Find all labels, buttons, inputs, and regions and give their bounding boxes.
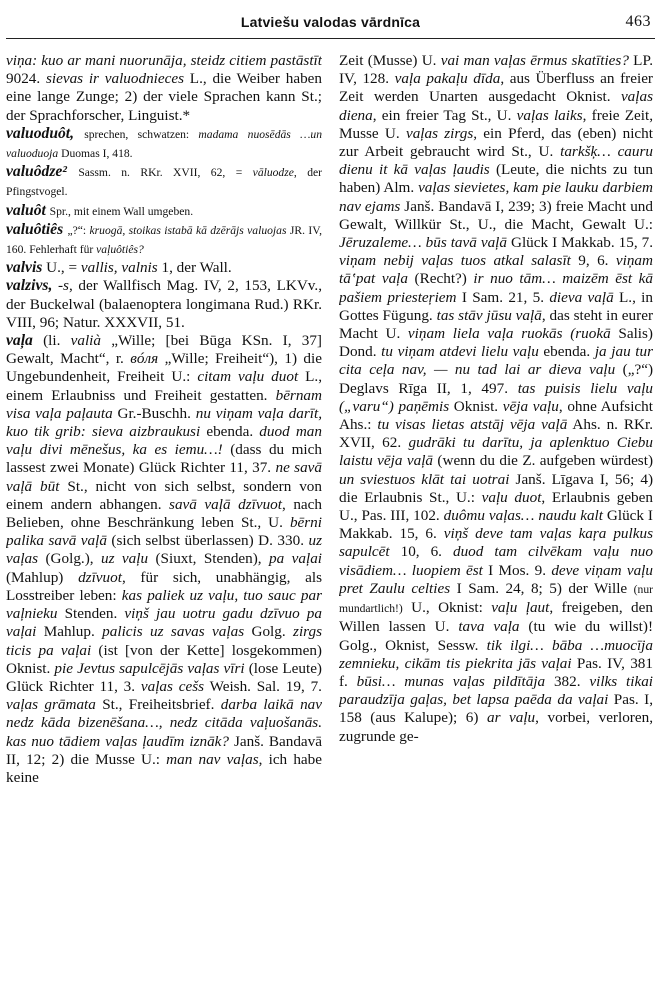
dictionary-entry: valuôtiês „?“: kruogā, stoikas istabā kā dzērājs valuojas JR. IV, 160. Fehlerhaft für vaļuôtiês? [6,220,322,257]
dictionary-entry: valzivs, -s, der Wallfisch Mag. IV, 2, 153, LKVv., der Buckelwal (balaenoptera longimana Rud.) RKr. VIII, 96; Natur. XXXVII, 51. [6,277,322,331]
header-rule [6,38,655,39]
page-number: 463 [625,13,651,30]
dictionary-entry: valuôt Spr., mit einem Wall umgeben. [6,201,194,219]
page-header [6,14,655,36]
dictionary-entry: viņa: kuo ar mani nuorunāja, steidz citiem pastāstīt 9024. sievas ir valuodnieces L., die Weiber haben eine lange Zunge; 2) der viele Sprachen kann St.; der Sprachforscher, Linguist.* [6,52,322,124]
dictionary-entry: vaļa (li. valià „Wille; [bei Būga KSn. I, 37] Gewalt, Macht“, r. вóля „Wille; Freiheit“), 1) die Ungebundenheit, Freiheit U.: citam vaļu duot L., einem Erlaubniss und Freiheit gestatten. bērnam visa vaļa paļauta Gr.-Buschh. nu viņam vaļa darīt, kuo tik grib: sieva aizbraukusi ebenda. duod man vaļu divi mēnešus, ka es iemu…! (dass du mich lassest zwei Monate) Glück Richter 11, 37. ne savā vaļā būt St., nicht von sich selbst, sondern von einem andern abhangen. savā vaļā dzīvuot, nach Belieben, ohne Beschränkung leben St., U. bērni palika savā vaļā (sich selbst überlassen) D. 330. uz vaļas (Golg.), uz vaļu (Siuxt, Stenden), pa vaļai (Mahlup) dzīvuot, für sich, unabhängig, als Losstreiber leben: kas paliek uz vaļu, tuo sauc par vaļnieku Stenden. viņš jau uotru gadu dzīvuo pa vaļai Mahlup. palicis uz savas vaļas Golg. zirgs ticis pa vaļai (ist [von der Kette] losgekommen) Oknist. pie Jevtus sapulcējās vaļas vīri (lose Leute) Glück Richter 11, 3. vaļas cešs Weish. Sal. 19, 7. vaļas grāmata St., Freiheitsbrief. darba laikā nav nedz kāda bizenēšana…, nedz citāda vaļuošanās. kas nuo tādiem vaļas ļaudīm iznāk? Janš. Bandavā II, 12; 2) die Musse U.: man nav vaļas, ich habe keine [6,332,322,786]
dictionary-entry: valvis U., = vallis, valnis 1, der Wall. [6,259,232,277]
dictionary-entry: valuôdze² Sassm. n. RKr. XVII, 62, = vāluodze, der Pfingstvogel. [6,163,322,199]
running-title: Latviešu valodas vārdnīca [240,14,421,30]
dictionary-entry: Zeit (Musse) U. vai man vaļas ērmus skatīties? LP. IV, 128. vaļa pakaļu dīda, aus Überfluss an freier Zeit werden Unarten ausgedacht Oknist. vaļas diena, ein freier Tag St., U. vaļas laiks, freie Zeit, Musse U. vaļas zirgs, ein Pferd, das (eben) nicht zur Arbeit gebraucht wird St., U. tarkšķ… cauru dienu it kā vaļas ļaudis (Leute, die nichts zu tun haben) Alm. vaļas sievietes, kam pie lauku darbiem nav ejams Janš. Bandavā I, 239; 3) freie Macht und Gewalt, Willkür St., U., die Macht, Gewalt U.: Jēruzaleme… būs tavā vaļā Glück I Makkab. 15, 7. viņam nebij vaļas tuos atkal salasīt 9, 6. viņam tā‛pat vaļa (Recht?) ir nuo tām… maizēm ēst kā pašiem priesteŗiem I Sam. 21, 5. dieva vaļā L., in Gottes Fügung. tas stāv jūsu vaļā, das steht in eurer Macht U. viņam liela vaļa ruokās (ruokā Salis) Dond. tu viņam atdevi lielu vaļu ebenda. ja jau tur cita ceļa nav, — nu tad lai ar dieva vaļu („?“) Deglavs Rīga II, 1, 497. tas puisis lielu vaļu („varu“) paņēmis Oknist. vēja vaļu, ohne Aufsicht Ahs.: tu visas lietas atstāj vēja vaļā Ahs. n. RKr. XVII, 62. gudrāki tu darītu, ja aplenktuo Ciebu laistu vēja vaļā (wenn du die Z. aufgeben würdest) un sviestuos klāt tai uotrai Janš. Līgava I, 56; 4) die Erlaubnis St., U.: vaļu duot, Erlaubnis geben U., Pas. III, 102. duômu vaļas… naudu kalt Glück I Makkab. 15, 6. viņš deve tam vaļas kaŗa pulkus sapulcēt 10, 6. duod tam cilvēkam vaļu nuo visādiem… luopiem ēst I Mos. 9. deve viņam vaļu pret Zaulu celties I Sam. 24, 8; 5) der Wille (nur mundartlich!) U., Oknist: vaļu ļaut, freigeben, den Willen lassen U. tava vaļa (tu wie du willst)! Golg., Oknist, Sessw. tik ilgi… bāba …muocīja zemnieku, cikām tis piekrita jās vaļai Pas. IV, 381 f. būsi… munas vaļas pildītāja 382. vilks tikai paraudzīja gaļas, bet lapsa paēda da vaļai Pas. I, 158 (aus Kalupe); 6) ar vaļu, vorbei, verloren, zugrunde ge- [339,52,653,745]
right-column [339,52,653,996]
left-column [6,52,322,996]
dictionary-entry: valuoduôt, sprechen, schwatzen: madama nuosēdās …un valuoduoja Duomas I, 418. [6,124,322,161]
